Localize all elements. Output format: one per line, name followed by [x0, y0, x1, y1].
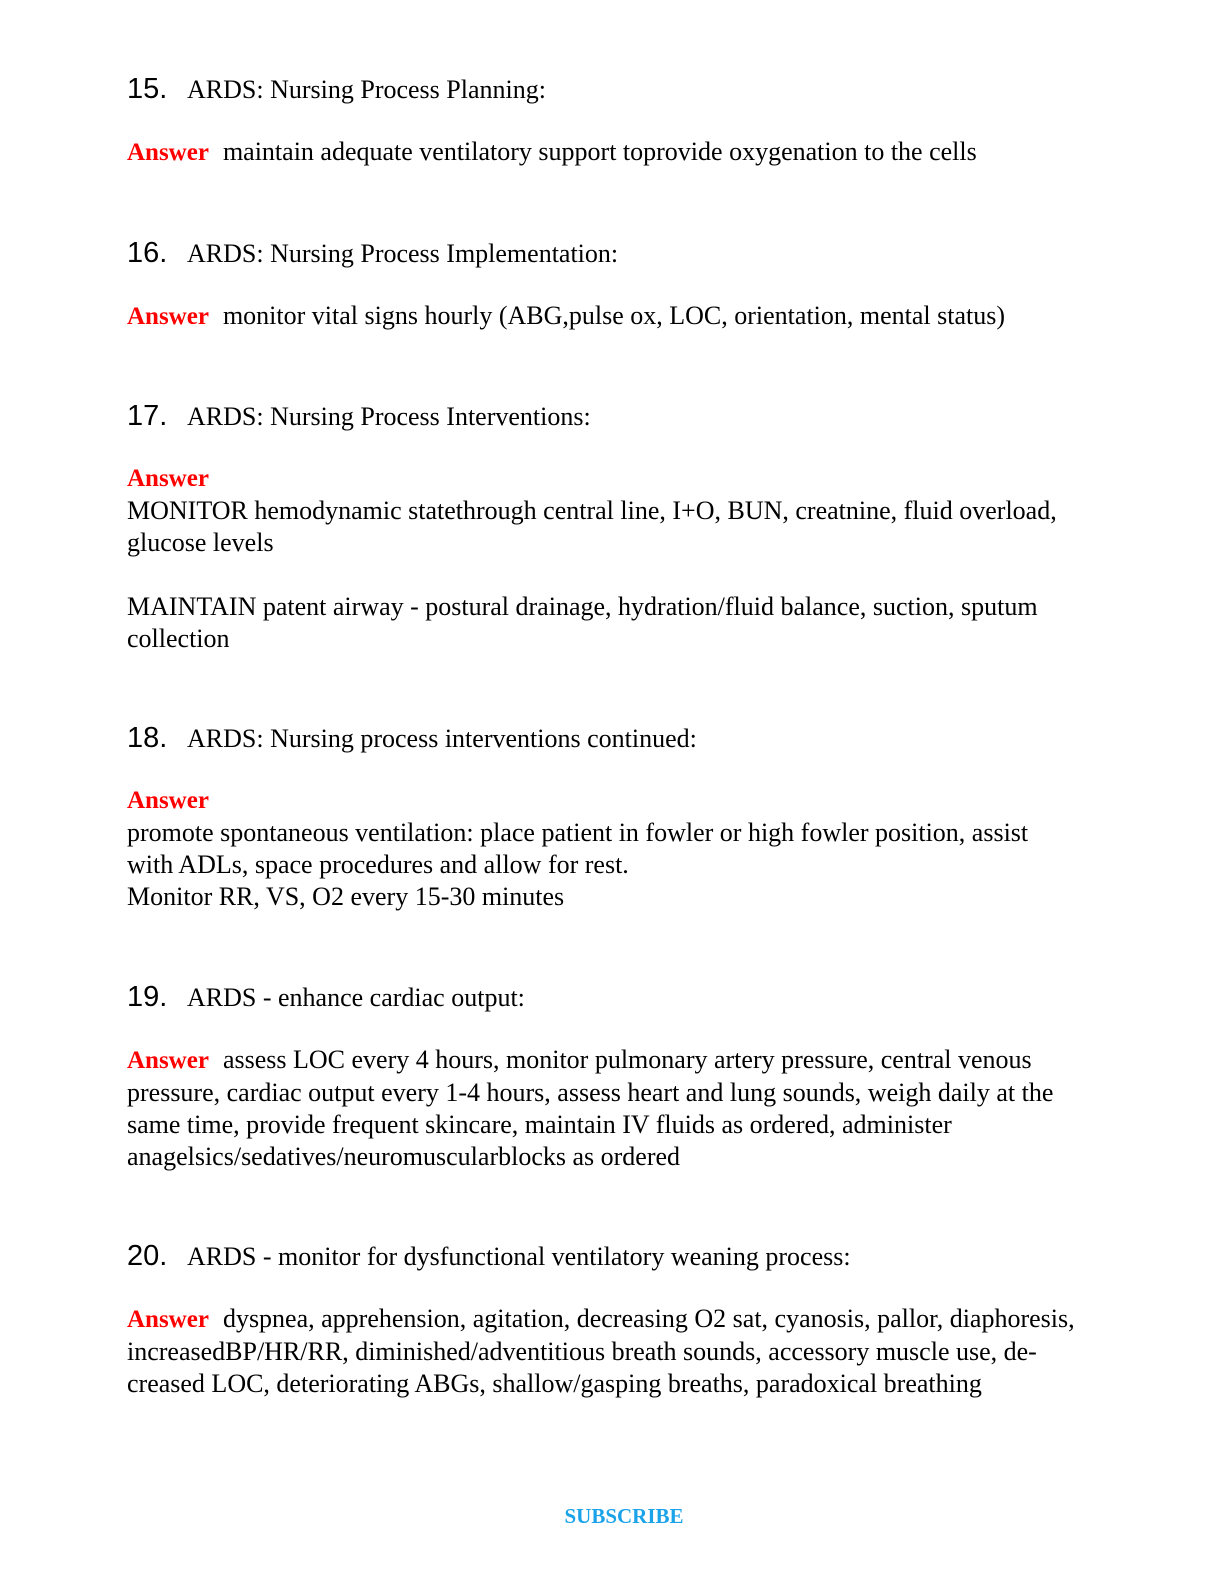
- answer: [127, 136, 1127, 169]
- question-15: [127, 72, 1127, 169]
- question-18: [127, 721, 1127, 913]
- answer-text: monitor vital signs hourly (ABG,pulse ox, LOC, orientation, mental status): [222, 301, 1006, 330]
- question-20: [127, 1239, 1127, 1400]
- question-number: 19.: [127, 981, 168, 1013]
- answer-line: assess LOC every 4 hours, monitor pulmonary artery pressure, central venous: [222, 1045, 1032, 1074]
- answer-line: pressure, cardiac output every 1-4 hours, assess heart and lung sounds, weigh daily at the: [127, 1078, 1054, 1107]
- answer-line: with ADLs, space procedures and allow for rest.: [127, 850, 629, 879]
- question-number: 20.: [127, 1240, 168, 1272]
- question-text: ARDS: Nursing process interventions continued:: [187, 724, 697, 753]
- question-number: 18.: [127, 722, 168, 754]
- answer-line: glucose levels: [127, 528, 274, 557]
- answer: [127, 463, 1127, 655]
- answer-label: Answer: [127, 1047, 209, 1074]
- answer-line: same time, provide frequent skincare, maintain IV fluids as ordered, administer: [127, 1110, 952, 1139]
- answer-line: MAINTAIN patent airway - postural drainage, hydration/fluid balance, suction, sputum: [127, 592, 1038, 621]
- answer-label: Answer: [127, 303, 209, 330]
- question-number: 15.: [127, 73, 168, 105]
- answer-line: creased LOC, deteriorating ABGs, shallow/gasping breaths, paradoxical breathing: [127, 1369, 982, 1398]
- answer-line: collection: [127, 624, 230, 653]
- subscribe-link[interactable]: SUBSCRIBE: [564, 1504, 684, 1528]
- answer-line: Monitor RR, VS, O2 every 15-30 minutes: [127, 882, 565, 911]
- answer-line: anagelsics/sedatives/neuromuscularblocks as ordered: [127, 1142, 681, 1171]
- question-text: ARDS: Nursing Process Implementation:: [187, 239, 619, 268]
- question-19: [127, 980, 1127, 1173]
- question-text: ARDS: Nursing Process Planning:: [187, 75, 546, 104]
- answer: [127, 300, 1127, 333]
- question-17: [127, 399, 1127, 655]
- answer-line: increasedBP/HR/RR, diminished/adventitious breath sounds, accessory muscle use, de-: [127, 1337, 1037, 1366]
- answer-label: Answer: [127, 465, 209, 492]
- answer-label: Answer: [127, 1306, 209, 1333]
- answer-line: promote spontaneous ventilation: place patient in fowler or high fowler position, assist: [127, 818, 1029, 847]
- answer-line: MONITOR hemodynamic statethrough central line, I+O, BUN, creatnine, fluid overload,: [127, 496, 1057, 525]
- answer-line: dyspnea, apprehension, agitation, decreasing O2 sat, cyanosis, pallor, diaphoresis,: [222, 1304, 1075, 1333]
- answer-label: Answer: [127, 139, 209, 166]
- question-16: [127, 236, 1127, 333]
- answer: [127, 1044, 1127, 1173]
- answer-text: maintain adequate ventilatory support toprovide oxygenation to the cells: [222, 137, 977, 166]
- question-text: ARDS - monitor for dysfunctional ventilatory weaning process:: [187, 1242, 851, 1271]
- question-number: 16.: [127, 237, 168, 269]
- answer: [127, 1303, 1127, 1400]
- answer-label: Answer: [127, 787, 209, 814]
- question-text: ARDS: Nursing Process Interventions:: [187, 402, 591, 431]
- question-number: 17.: [127, 400, 168, 432]
- answer: [127, 785, 1127, 913]
- question-text: ARDS - enhance cardiac output:: [187, 983, 525, 1012]
